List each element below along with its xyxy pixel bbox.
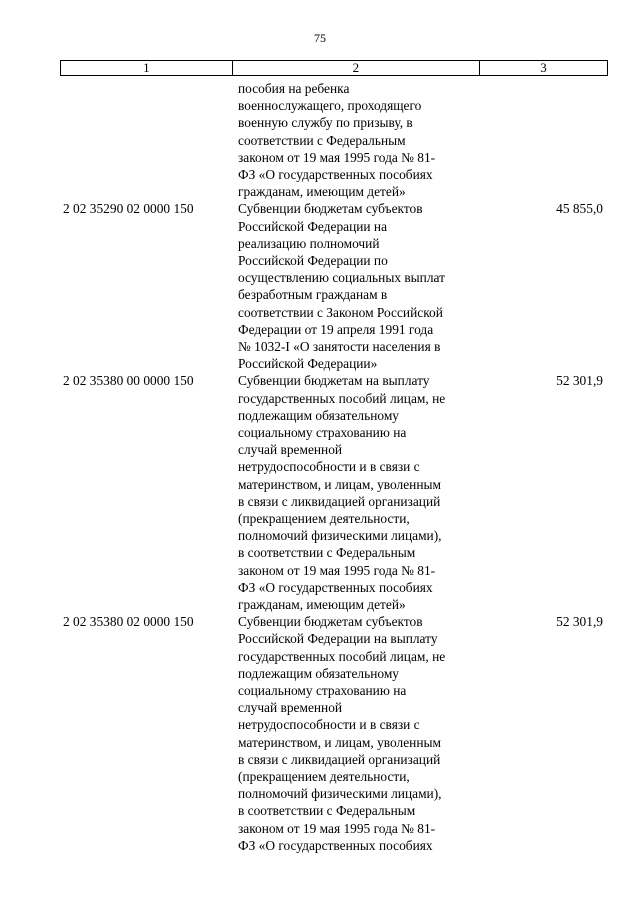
description-line: ФЗ «О государственных пособиях <box>238 579 433 595</box>
description-line: законом от 19 мая 1995 года № 81- <box>238 562 436 578</box>
description-line: военную службу по призыву, в <box>238 115 413 131</box>
description-line: Субвенции бюджетам на выплату <box>238 373 430 389</box>
description-line: нетрудоспособности и в связи с <box>238 717 420 733</box>
description-line: случай временной <box>238 442 343 458</box>
description-line: случай временной <box>238 700 343 716</box>
description-line: подлежащим обязательному <box>238 665 399 681</box>
description-line: Субвенции бюджетам субъектов <box>238 614 423 630</box>
description-line: Российской Федерации на <box>238 218 388 234</box>
description-line: нетрудоспособности и в связи с <box>238 459 420 475</box>
description-line: Субвенции бюджетам субъектов <box>238 201 423 217</box>
description-line: соответствии с Законом Российской <box>238 304 443 320</box>
description-line: материнством, и лицам, уволенным <box>238 734 441 750</box>
description-line: соответствии с Федеральным <box>238 132 406 148</box>
description-line: (прекращением деятельности, <box>238 511 410 527</box>
row-description <box>238 200 478 372</box>
description-line: пособия на ребенка <box>238 81 350 96</box>
budget-code: 2 02 35380 02 0000 150 <box>63 614 194 630</box>
description-line: гражданам, имеющим детей» <box>238 597 406 613</box>
column-header-1: 1 <box>61 61 233 76</box>
description-line: Российской Федерации по <box>238 253 388 268</box>
description-line: законом от 19 мая 1995 года № 81- <box>238 820 436 836</box>
description-line: полномочий физическими лицами), <box>238 786 442 802</box>
description-line: законом от 19 мая 1995 года № 81- <box>238 149 436 165</box>
amount-value: 45 855,0 <box>556 201 603 217</box>
page-number: 75 <box>314 31 326 45</box>
amount-value: 52 301,9 <box>556 373 603 389</box>
description-line: полномочий физическими лицами), <box>238 528 442 544</box>
column-header-2: 2 <box>232 61 479 76</box>
row-description <box>238 372 478 613</box>
description-line: государственных пособий лицам, не <box>238 390 446 406</box>
row-description <box>238 80 478 200</box>
description-line: осуществлению социальных выплат <box>238 270 445 286</box>
description-line: ФЗ «О государственных пособиях <box>238 837 433 853</box>
description-line: военнослужащего, проходящего <box>238 98 422 114</box>
description-line: подлежащим обязательному <box>238 407 399 423</box>
description-line: Федерации от 19 апреля 1991 года <box>238 321 434 337</box>
column-header-row <box>61 61 608 76</box>
description-line: в связи с ликвидацией организаций <box>238 751 441 767</box>
description-line: реализацию полномочий <box>238 235 380 251</box>
description-line: (прекращением деятельности, <box>238 769 410 785</box>
description-line: ФЗ «О государственных пособиях <box>238 167 433 183</box>
description-line: государственных пособий лицам, не <box>238 648 446 664</box>
description-line: безработным гражданам в <box>238 287 388 303</box>
description-line: в связи с ликвидацией организаций <box>238 493 441 509</box>
row-description <box>238 613 478 854</box>
description-line: социальному страхованию на <box>238 683 407 698</box>
column-header-table <box>60 60 608 76</box>
description-line: гражданам, имеющим детей» <box>238 184 406 200</box>
description-line: в соответствии с Федеральным <box>238 803 416 819</box>
budget-code: 2 02 35290 02 0000 150 <box>63 201 194 217</box>
description-line: № 1032-I «О занятости населения в <box>238 339 441 355</box>
description-line: Российской Федерации на выплату <box>238 631 438 647</box>
description-line: Российской Федерации» <box>238 356 378 372</box>
column-header-3: 3 <box>479 61 607 76</box>
description-line: материнством, и лицам, уволенным <box>238 476 441 492</box>
description-line: социальному страхованию на <box>238 425 407 440</box>
description-line: в соответствии с Федеральным <box>238 545 416 561</box>
budget-code: 2 02 35380 00 0000 150 <box>63 373 194 389</box>
amount-value: 52 301,9 <box>556 614 603 630</box>
